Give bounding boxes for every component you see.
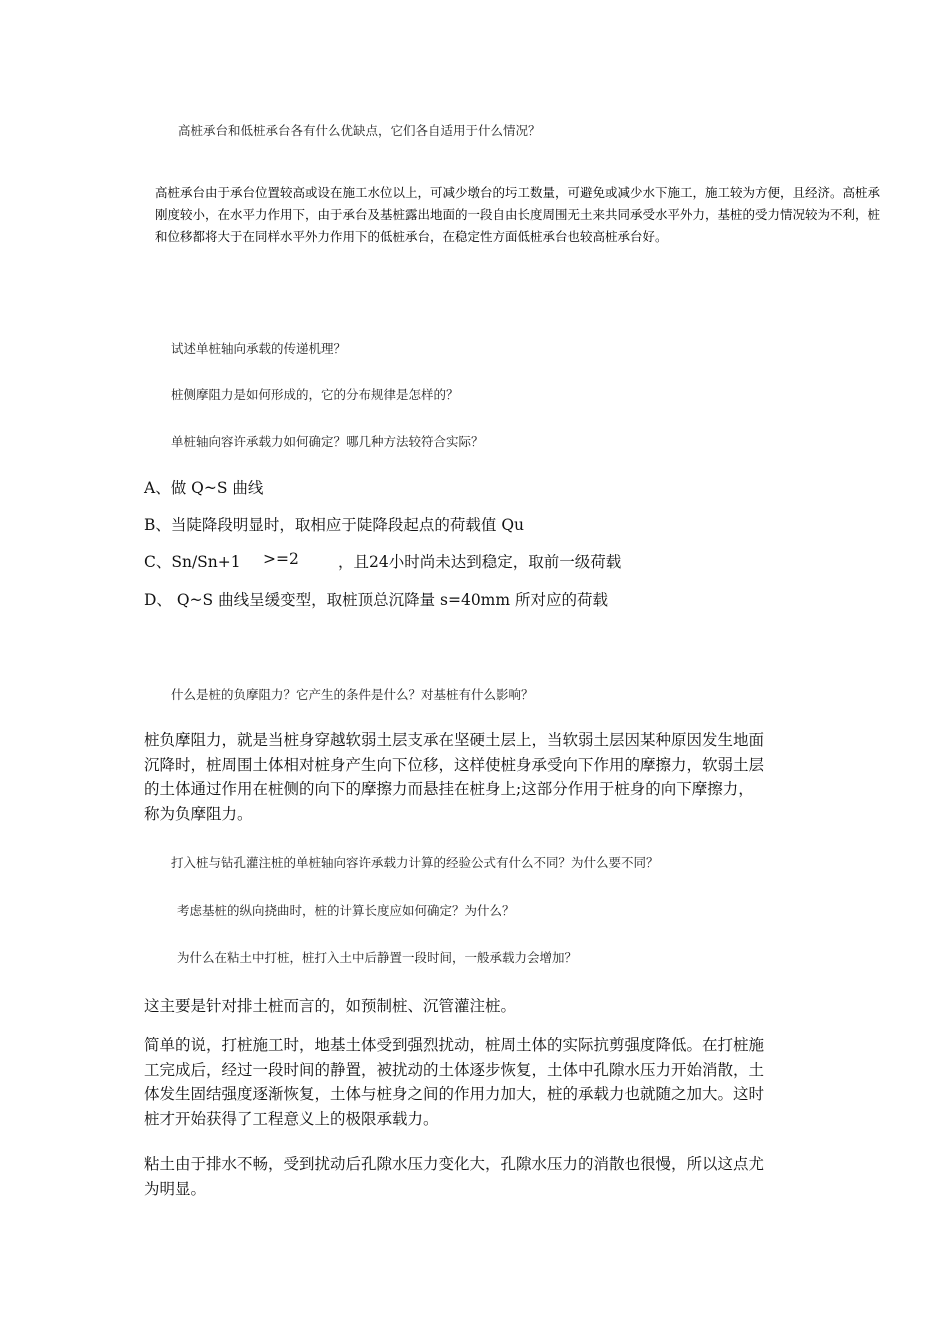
option-a: A、做 Q~S 曲线 [144,479,264,497]
answer-5 [144,728,812,826]
answer-5-line: 沉降时，桩周围土体相对桩身产生向下位移，这样使桩身承受向下作用的摩擦力，软弱土层 [144,755,765,774]
question-7: 考虑基桩的纵向挠曲时，桩的计算长度应如何确定？为什么？ [177,903,515,918]
option-b: B、当陡降段明显时，取相应于陡降段起点的荷载值 Qu [144,516,525,534]
question-1: 高桩承台和低桩承台各有什么优缺点，它们各自适用于什么情况？ [178,123,541,138]
answer-1 [155,182,950,248]
answer-8-p3-line: 为明显。 [144,1179,207,1198]
answer-8-p2-line: 简单的说，打桩施工时，地基土体受到强烈扰动，桩周土体的实际抗剪强度降低。在打桩施 [144,1036,765,1054]
option-c-part3: ，且24小时尚未达到稳定，取前一级荷载 [338,553,622,571]
answer-1-line: 刚度较小，在水平力作用下，由于承台及基桩露出地面的一段自由长度周围无土来共同承受水平外力，基桩的受力情况较为不利，桩 [155,207,881,222]
question-5: 什么是桩的负摩阻力？它产生的条件是什么？对基桩有什么影响？ [171,687,534,702]
answer-1-line: 和位移都将大于在同样水平外力作用下的低桩承台，在稳定性方面低桩承台也较高桩承台好。 [155,229,668,244]
answer-1-line: 高桩承台由于承台位置较高或设在施工水位以上，可减少墩台的圬工数量，可避免或减少水下施工，施工较为方便，且经济。高桩承 [155,185,881,200]
answer-8-p2-line: 桩才开始获得了工程意义上的极限承载力。 [144,1109,439,1128]
question-6: 打入桩与钻孔灌注桩的单桩轴向容许承载力计算的经验公式有什么不同？为什么要不同？ [171,855,659,870]
answer-5-line: 称为负摩阻力。 [144,804,253,823]
answer-5-line: 桩负摩阻力，就是当桩身穿越软弱土层支承在坚硬土层上，当软弱土层因某种原因发生地面 [144,731,765,749]
question-3: 桩侧摩阻力是如何形成的，它的分布规律是怎样的？ [171,387,459,402]
answer-8-paragraph-2 [144,1033,812,1131]
option-d: D、 Q~S 曲线呈缓变型，取桩顶总沉降量 s=40mm 所对应的荷载 [144,591,609,609]
answer-5-line: 的土体通过作用在桩侧的向下的摩擦力而悬挂在桩身上;这部分作用于桩身的向下摩擦力， [144,780,754,798]
answer-8-p3-line: 粘土由于排水不畅，受到扰动后孔隙水压力变化大，孔隙水压力的消散也很慢，所以这点尤 [144,1155,765,1173]
option-c-part2: >=2 [263,550,299,568]
answer-8-paragraph-3 [144,1152,812,1201]
answer-8-paragraph-1: 这主要是针对排土桩而言的，如预制桩、沉管灌注桩。 [144,997,517,1015]
answer-8-p2-line: 体发生固结强度逐渐恢复，土体与桩身之间的作用力加大，桩的承载力也就随之加大。这时 [144,1085,765,1103]
answer-8-p2-line: 工完成后，经过一段时间的静置，被扰动的土体逐步恢复，土体中孔隙水压力开始消散，土 [144,1060,765,1079]
option-c-part1: C、Sn/Sn+1 [144,553,241,571]
question-2: 试述单桩轴向承载的传递机理？ [171,341,347,356]
question-4: 单桩轴向容许承载力如何确定？哪几种方法较符合实际？ [171,434,484,449]
question-8: 为什么在粘土中打桩，桩打入土中后静置一段时间，一般承载力会增加？ [177,950,578,965]
